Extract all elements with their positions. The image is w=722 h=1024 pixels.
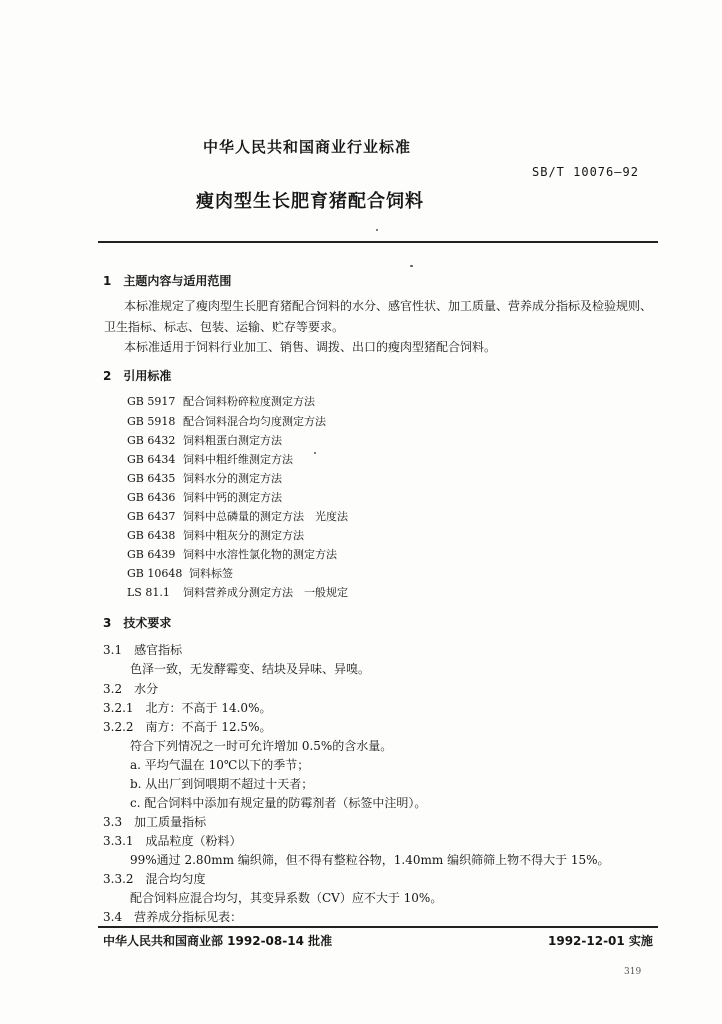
clause-3-3-1-text: 99%通过 2.80mm 编织筛，但不得有整粒谷物，1.40mm 编织筛筛上物不得大于 15%。 [130,853,610,867]
reference-title: 饲料标签 [189,567,233,580]
reference-item [127,470,282,486]
section-3-heading: 3 技术要求 [103,616,172,630]
document-title: 瘦肉型生长肥育猪配合饲料 [196,191,424,212]
scan-speck [314,452,316,454]
clause-3-3-2: 3.3.2 混合均匀度 [103,872,206,886]
reference-code: GB 6434 [127,453,176,466]
section-1-para-1-line-2: 卫生指标、标志、包装、运输、贮存等要求。 [104,320,345,334]
reference-code: GB 6438 [127,529,176,542]
clause-3-4: 3.4 营养成分指标见表： [103,910,243,924]
section-1-heading: 1 主题内容与适用范围 [103,274,232,288]
reference-item [127,565,233,581]
section-1-para-2: 本标准适用于饲料行业加工、销售、调拨、出口的瘦肉型猪配合饲料。 [124,340,497,354]
reference-code: GB 10648 [127,567,183,580]
reference-item [127,546,337,562]
reference-code: GB 5918 [127,415,176,428]
clause-3-3-2-text: 配合饲料应混合均匀，其变异系数（CV）应不大于 10%。 [130,891,443,905]
reference-code: GB 5917 [127,395,176,408]
section-2-heading: 2 引用标准 [103,369,172,383]
reference-item [127,413,326,429]
clause-3-2-1: 3.2.1 北方：不高于 14.0%。 [103,701,272,715]
reference-item [127,393,315,409]
footer-rule [98,926,658,928]
clause-3-2-item-a: a. 平均气温在 10℃以下的季节； [130,758,310,772]
reference-item [127,451,293,467]
reference-title: 饲料营养成分测定方法 一般规定 [183,586,348,599]
reference-title: 饲料中粗灰分的测定方法 [183,529,304,542]
clause-3-2-note: 符合下列情况之一时可允许增加 0.5%的含水量。 [130,739,393,753]
reference-code: LS 81.1 [127,586,170,599]
reference-code: GB 6436 [127,491,176,504]
reference-title: 饲料粗蛋白测定方法 [183,434,282,447]
page-number: 319 [624,967,642,977]
reference-item [127,432,282,448]
reference-title: 饲料中水溶性氯化物的测定方法 [183,548,337,561]
reference-title: 饲料中粗纤维测定方法 [183,453,293,466]
clause-3-1-text: 色泽一致，无发酵霉变、结块及异味、异嗅。 [130,662,371,676]
reference-code: GB 6435 [127,472,176,485]
header-rule [98,241,658,243]
reference-code: GB 6437 [127,510,176,523]
approval-line: 中华人民共和国商业部 1992-08-14 批准 [103,934,333,948]
reference-title: 饲料中总磷量的测定方法 光度法 [183,510,348,523]
clause-3-3: 3.3 加工质量指标 [103,815,207,829]
reference-title: 配合饲料混合均匀度测定方法 [183,415,326,428]
reference-title: 饲料水分的测定方法 [183,472,282,485]
clause-3-1: 3.1 感官指标 [103,643,183,657]
clause-3-3-1: 3.3.1 成品粒度（粉料） [103,834,242,848]
section-1-para-1-line-1: 本标准规定了瘦肉型生长肥育猪配合饲料的水分、感官性状、加工质量、营养成分指标及检验规则、 [124,299,653,313]
reference-item [127,508,348,524]
reference-code: GB 6439 [127,548,176,561]
clause-3-2-2: 3.2.2 南方：不高于 12.5%。 [103,720,272,734]
effective-date: 1992-12-01 实施 [548,934,653,948]
clause-3-2: 3.2 水分 [103,682,159,696]
standard-code: SB/T 10076—92 [532,165,639,179]
scan-speck [410,265,413,267]
reference-item [127,489,282,505]
issuing-authority: 中华人民共和国商业行业标准 [203,138,412,156]
reference-title: 配合饲料粉碎粒度测定方法 [183,395,315,408]
reference-code: GB 6432 [127,434,176,447]
clause-3-2-item-c: c. 配合饲料中添加有规定量的防霉剂者（标签中注明）。 [130,796,427,810]
reference-item [127,584,348,600]
clause-3-2-item-b: b. 从出厂到饲喂期不超过十天者； [130,777,314,791]
reference-title: 饲料中钙的测定方法 [183,491,282,504]
scan-speck [376,229,378,231]
reference-item [127,527,304,543]
